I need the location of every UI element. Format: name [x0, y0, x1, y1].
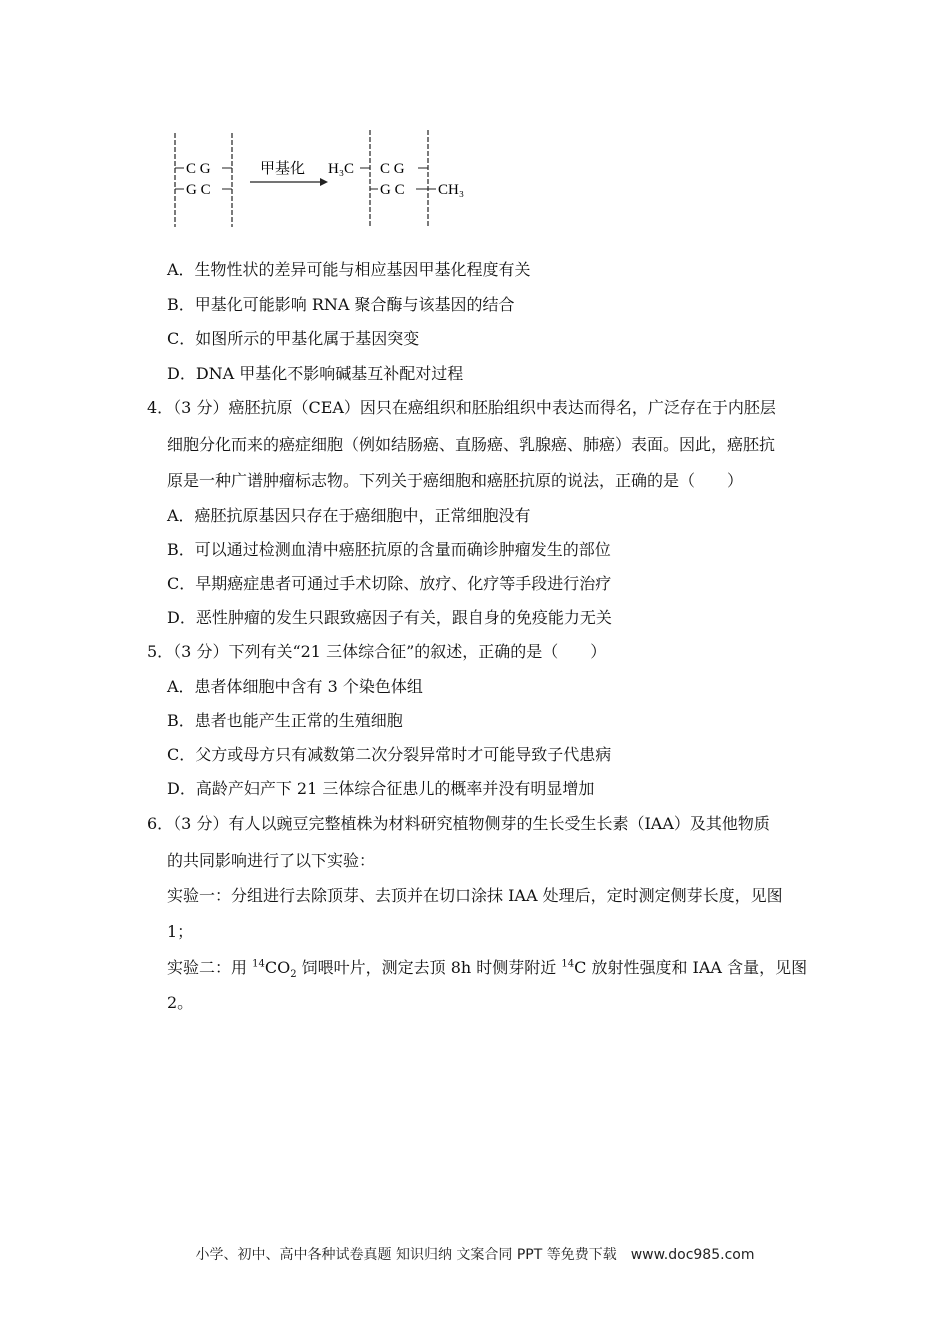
q4-stem-line-1: 4．（3 分）癌胚抗原（CEA）因只在癌组织和胚胎组织中表达而得名，广泛存在于内胚层 [147, 398, 776, 417]
q3-option-d: D．DNA 甲基化不影响碱基互补配对过程 [167, 364, 464, 383]
right-pair-2: G C [380, 182, 405, 198]
exp2-part-c: 饲喂叶片，测定去顶 8h 时侧芽附近 [296, 958, 562, 977]
q6-experiment-1-end: 1； [167, 922, 194, 941]
q4-option-a: A．癌胚抗原基因只存在于癌细胞中，正常细胞没有 [167, 506, 531, 525]
left-pair-1: C G [186, 161, 211, 177]
q6-stem-line-2: 的共同影响进行了以下实验： [167, 851, 376, 870]
q3-option-a: A．生物性状的差异可能与相应基因甲基化程度有关 [167, 260, 531, 279]
methyl-prefix: H₃C [328, 161, 355, 177]
q5-option-b: B．患者也能产生正常的生殖细胞 [167, 711, 403, 730]
q6-stem-line-1: 6．（3 分）有人以豌豆完整植株为材料研究植物侧芽的生长受生长素（IAA）及其他物质 [147, 814, 770, 833]
q3-option-c: C．如图所示的甲基化属于基因突变 [167, 329, 420, 348]
q6-experiment-2 [167, 958, 808, 981]
q6-experiment-2-end: 2。 [167, 993, 194, 1012]
right-pair-1: C G [380, 161, 405, 177]
exp2-part-d: C 放射性强度和 IAA 含量，见图 [574, 958, 808, 977]
left-pair-2: G C [186, 182, 211, 198]
methylation-label: 甲基化 [260, 159, 306, 177]
exp2-sub: 2 [290, 969, 297, 981]
page-footer: 小学、初中、高中各种试卷真题 知识归纳 文案合同 PPT 等免费下载 www.doc985.com [195, 1247, 755, 1263]
exp2-part-b: CO [264, 958, 291, 977]
q5-stem: 5．（3 分）下列有关“21 三体综合征”的叙述，正确的是（ ） [147, 642, 607, 661]
q4-stem-line-2: 细胞分化而来的癌症细胞（例如结肠癌、直肠癌、乳腺癌、肺癌）表面。因此，癌胚抗 [167, 435, 776, 454]
dna-strand-diagram [160, 125, 480, 235]
q4-stem-line-3: 原是一种广谱肿瘤标志物。下列关于癌细胞和癌胚抗原的说法，正确的是（ ） [167, 471, 744, 490]
q6-experiment-1: 实验一：分组进行去除顶芽、去顶并在切口涂抹 IAA 处理后，定时测定侧芽长度，见图 [167, 886, 783, 905]
exp2-sup-1: 14 [252, 958, 265, 970]
exp2-part-a: 实验二：用 [167, 958, 253, 977]
q4-option-b: B．可以通过检测血清中癌胚抗原的含量而确诊肿瘤发生的部位 [167, 540, 611, 559]
exp2-sup-2: 14 [561, 958, 575, 970]
q3-option-b: B．甲基化可能影响 RNA 聚合酶与该基因的结合 [167, 295, 515, 314]
q4-option-d: D．恶性肿瘤的发生只跟致癌因子有关，跟自身的免疫能力无关 [167, 608, 612, 627]
q5-option-a: A．患者体细胞中含有 3 个染色体组 [167, 677, 423, 696]
q4-option-c: C．早期癌症患者可通过手术切除、放疗、化疗等手段进行治疗 [167, 574, 612, 593]
q5-option-c: C．父方或母方只有减数第二次分裂异常时才可能导致子代患病 [167, 745, 612, 764]
methyl-suffix: CH₃ [438, 182, 465, 198]
methylation-diagram [160, 125, 480, 235]
q5-option-d: D．高龄产妇产下 21 三体综合征患儿的概率并没有明显增加 [167, 779, 595, 798]
